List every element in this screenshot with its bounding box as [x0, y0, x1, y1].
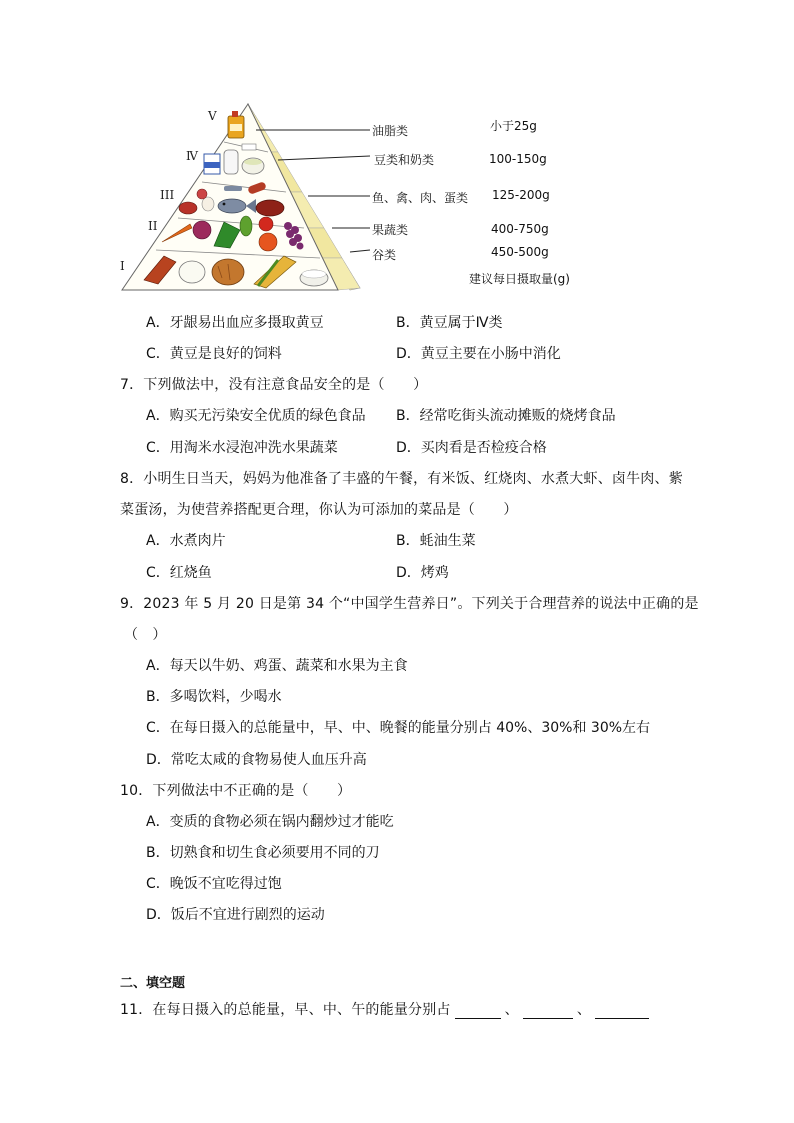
pyramid-caption: 建议每日摄取量(g) — [469, 272, 570, 286]
q6-option-c: C．黄豆是良好的饲料 — [146, 346, 282, 362]
pyramid-level-2: II — [148, 219, 158, 233]
q9-option-b: B．多喝饮料，少喝水 — [146, 689, 282, 705]
amount-fish-meat: 125-200g — [492, 188, 550, 202]
pyramid-level-4: Ⅳ — [186, 149, 198, 163]
q10-option-a: A．变质的食物必须在锅内翻炒过才能吃 — [146, 814, 394, 830]
q11-sep1: 、 — [504, 1002, 519, 1018]
q10-option-b: B．切熟食和切生食必须要用不同的刀 — [146, 845, 380, 861]
amount-grain: 450-500g — [491, 245, 549, 259]
pyramid-level-1: I — [120, 259, 125, 273]
category-label-oil: 油脂类 — [372, 124, 409, 138]
answer-blank-3[interactable] — [595, 1004, 649, 1019]
q9-option-d: D．常吃太咸的食物易使人血压升高 — [146, 752, 367, 768]
q9-stem-line2: （ ） — [124, 627, 167, 643]
q7-option-d: D．买肉看是否检疫合格 — [396, 440, 547, 456]
q9-option-c: C．在每日摄入的总能量中，早、中、晚餐的能量分别占 40%、30%和 30%左右 — [146, 720, 651, 736]
section-heading: 二、填空题 — [120, 976, 186, 991]
q8-option-c: C．红烧鱼 — [146, 565, 212, 581]
q11-stem: 11．在每日摄入的总能量，早、中、午的能量分别占 — [120, 1002, 451, 1018]
q7-option-b: B．经常吃街头流动摊贩的烧烤食品 — [396, 408, 616, 424]
q10-stem: 10．下列做法中不正确的是（ ） — [120, 783, 352, 799]
category-label-fish-meat: 鱼、禽、肉、蛋类 — [372, 191, 469, 205]
q8-option-d: D．烤鸡 — [396, 565, 449, 581]
category-label-grain: 谷类 — [372, 248, 397, 262]
q7-option-c: C．用淘米水浸泡冲洗水果蔬菜 — [146, 440, 338, 456]
q10-option-c: C．晚饭不宜吃得过饱 — [146, 876, 282, 892]
amount-fruit-veg: 400-750g — [491, 222, 549, 236]
q8-stem-line2: 菜蛋汤，为使营养搭配更合理，你认为可添加的菜品是（ ） — [120, 502, 518, 518]
q11-line — [120, 999, 653, 1019]
q11-sep2: 、 — [576, 1002, 592, 1018]
pyramid-level-3: III — [160, 188, 175, 202]
answer-blank-2[interactable] — [523, 1004, 573, 1019]
q9-stem-line1: 9．2023 年 5 月 20 日是第 34 个“中国学生营养日”。下列关于合理营养的说法中正确的是 — [120, 596, 699, 612]
q10-option-d: D．饭后不宜进行剧烈的运动 — [146, 907, 325, 923]
q8-stem-line1: 8．小明生日当天，妈妈为他准备了丰盛的午餐，有米饭、红烧肉、水煮大虾、卤牛肉、紫 — [120, 471, 683, 487]
category-label-fruit-veg: 果蔬类 — [372, 223, 409, 237]
pyramid-level-5: V — [208, 109, 217, 123]
q6-option-d: D．黄豆主要在小肠中消化 — [396, 346, 561, 362]
amount-oil: 小于25g — [490, 119, 537, 133]
q7-option-a: A．购买无污染安全优质的绿色食品 — [146, 408, 366, 424]
q6-option-b: B．黄豆属于Ⅳ类 — [396, 315, 503, 331]
leader-line-grain — [350, 250, 370, 252]
q7-stem: 7．下列做法中，没有注意食品安全的是（ ） — [120, 377, 428, 393]
q8-option-a: A．水煮肉片 — [146, 533, 226, 549]
leader-line-beans — [278, 156, 370, 160]
amount-beans-milk: 100-150g — [489, 152, 547, 166]
q9-option-a: A．每天以牛奶、鸡蛋、蔬菜和水果为主食 — [146, 658, 408, 674]
q6-option-a: A．牙龈易出血应多摄取黄豆 — [146, 315, 324, 331]
q8-option-b: B．蚝油生菜 — [396, 533, 476, 549]
answer-blank-1[interactable] — [455, 1004, 501, 1019]
category-label-beans-milk: 豆类和奶类 — [374, 153, 435, 167]
